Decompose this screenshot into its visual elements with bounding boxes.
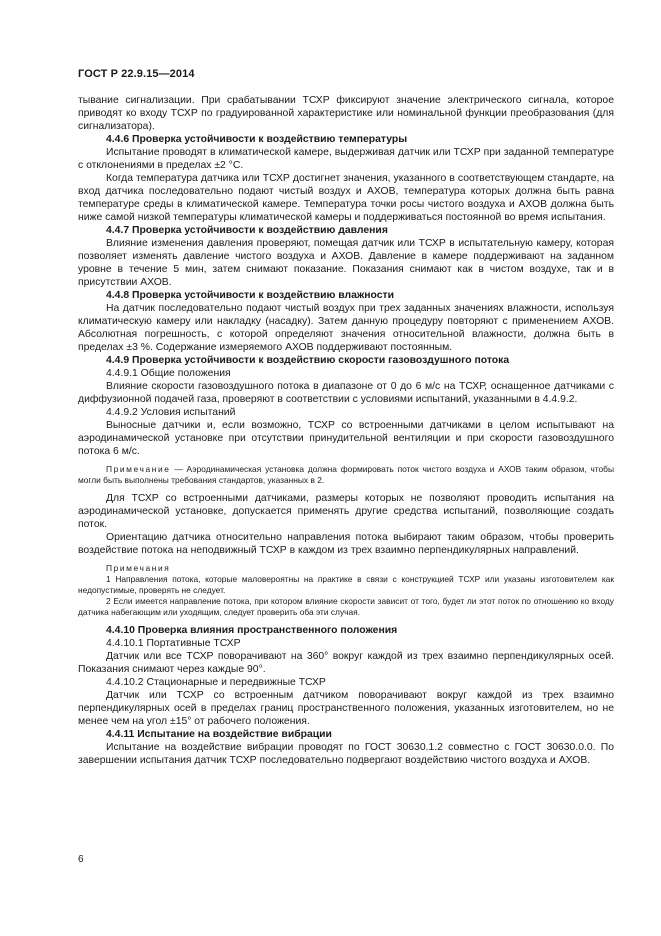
section-heading-4-4-8: 4.4.8 Проверка устойчивости к воздействию влажности xyxy=(106,290,395,301)
section-heading-4-4-10: 4.4.10 Проверка влияния пространственного положения xyxy=(106,625,398,636)
note-text: — Аэродинамическая установка должна формировать поток чистого воздуха и АХОВ таким образом, чтобы могли быть выполнены требования стандартов, указанных в 2. xyxy=(78,464,614,485)
subsection-heading-4-4-9-2: 4.4.9.2 Условия испытаний xyxy=(106,407,236,418)
paragraph: Ориентацию датчика относительно направления потока выбирают таким образом, чтобы проверить воздействие потока на неподвижный ТСХР в каждом из трех взаимно перпендикулярных направлений. xyxy=(78,532,614,556)
subsection-heading-4-4-9-1: 4.4.9.1 Общие положения xyxy=(106,368,231,379)
paragraph: Испытание на воздействие вибрации проводят по ГОСТ 30630.1.2 совместно с ГОСТ 30630.0.0. По завершении испытания датчик ТСХР последовательно подвергают воздействию чистого воздуха и АХОВ. xyxy=(78,742,614,766)
document-header: ГОСТ Р 22.9.15—2014 xyxy=(78,68,195,80)
subsection-heading-4-4-10-1: 4.4.10.1 Портативные ТСХР xyxy=(106,638,241,649)
document-body xyxy=(78,94,614,767)
paragraph: На датчик последовательно подают чистый воздух при трех заданных значениях влажности, используя климатическую камеру или накладку (насадку). Затем данную процедуру повторяют с применением АХОВ. Абсолютная погрешность, с которой определяют значения относительной влажности, должна быть в пределах ±3 %. Содержание измеряемого АХОВ поддерживают постоянным. xyxy=(78,303,614,353)
subsection-heading-4-4-10-2: 4.4.10.2 Стационарные и передвижные ТСХР xyxy=(106,677,326,688)
note-item: 1 Направления потока, которые маловероятны на практике в связи с конструкцией ТСХР или указаны изготовителем как недопустимые, проверять не следует. xyxy=(78,574,614,595)
section-heading-4-4-7: 4.4.7 Проверка устойчивости к воздействию давления xyxy=(106,225,388,236)
paragraph: Датчик или ТСХР со встроенным датчиком поворачивают вокруг каждой из трех взаимно перпендикулярных осей в пределах границ пространственного положения, указанных изготовителем, но не менее чем на угол ±15° от рабочего положения. xyxy=(78,690,614,727)
notes-label: Примечания xyxy=(106,563,171,573)
page-number: 6 xyxy=(78,854,84,865)
paragraph: Влияние скорости газовоздушного потока в диапазоне от 0 до 6 м/с на ТСХР, оснащенное датчиками с диффузионной подачей газа, проверяют в соответствии с условиями испытаний, указанными в 4.4.9.2. xyxy=(78,381,614,405)
note xyxy=(78,464,614,486)
note-item: 2 Если имеется направление потока, при котором влияние скорости зависит от того, будет ли этот поток по отношению ко входу датчика набегающим или уходящим, следует проверить оба эти случая. xyxy=(78,596,614,617)
paragraph: Выносные датчики и, если возможно, ТСХР со встроенными датчиками в целом испытывают на аэродинамической установке при отсутствии принудительной вентиляции и при скорости газовоздушного потока 6 м/с. xyxy=(78,420,614,457)
paragraph: Испытание проводят в климатической камере, выдерживая датчик или ТСХР при заданной температуре с отклонениями в пределах ±2 °С. xyxy=(78,147,614,171)
section-heading-4-4-6: 4.4.6 Проверка устойчивости к воздействию температуры xyxy=(106,134,408,145)
paragraph: Когда температура датчика или ТСХР достигнет значения, указанного в соответствующем стандарте, на вход датчика последовательно подают чистый воздух и АХОВ, температура которых должна быть равна температуре среды в климатической камере. Температура точки росы чистого воздуха и АХОВ должна быть ниже самой низкой температуры климатической камеры и поддерживаться постоянной во время испытания. xyxy=(78,173,614,223)
paragraph: тывание сигнализации. При срабатывании ТСХР фиксируют значение электрического сигнала, которое приводят ко входу ТСХР по градуированной характеристике или номинальной функции преобразования (для сигнализатора). xyxy=(78,95,614,132)
section-heading-4-4-11: 4.4.11 Испытание на воздействие вибрации xyxy=(106,729,332,740)
paragraph: Для ТСХР со встроенными датчиками, размеры которых не позволяют проводить испытания на аэродинамической установке, допускается применять другие средства испытаний, позволяющие создать поток. xyxy=(78,493,614,530)
paragraph: Датчик или все ТСХР поворачивают на 360° вокруг каждой из трех взаимно перпендикулярных осей. Показания снимают через каждые 90°. xyxy=(78,651,614,675)
paragraph: Влияние изменения давления проверяют, помещая датчик или ТСХР в испытательную камеру, которая позволяет изменять давление чистого воздуха и АХОВ. Давление в камере поддерживают на заданном уровне в течение 5 мин, затем снимают показание. Показания снимают как в чистом воздухе, так и в присутствии АХОВ. xyxy=(78,238,614,288)
section-heading-4-4-9: 4.4.9 Проверка устойчивости к воздействию скорости газовоздушного потока xyxy=(106,355,510,366)
note-label: Примечание xyxy=(106,464,171,474)
